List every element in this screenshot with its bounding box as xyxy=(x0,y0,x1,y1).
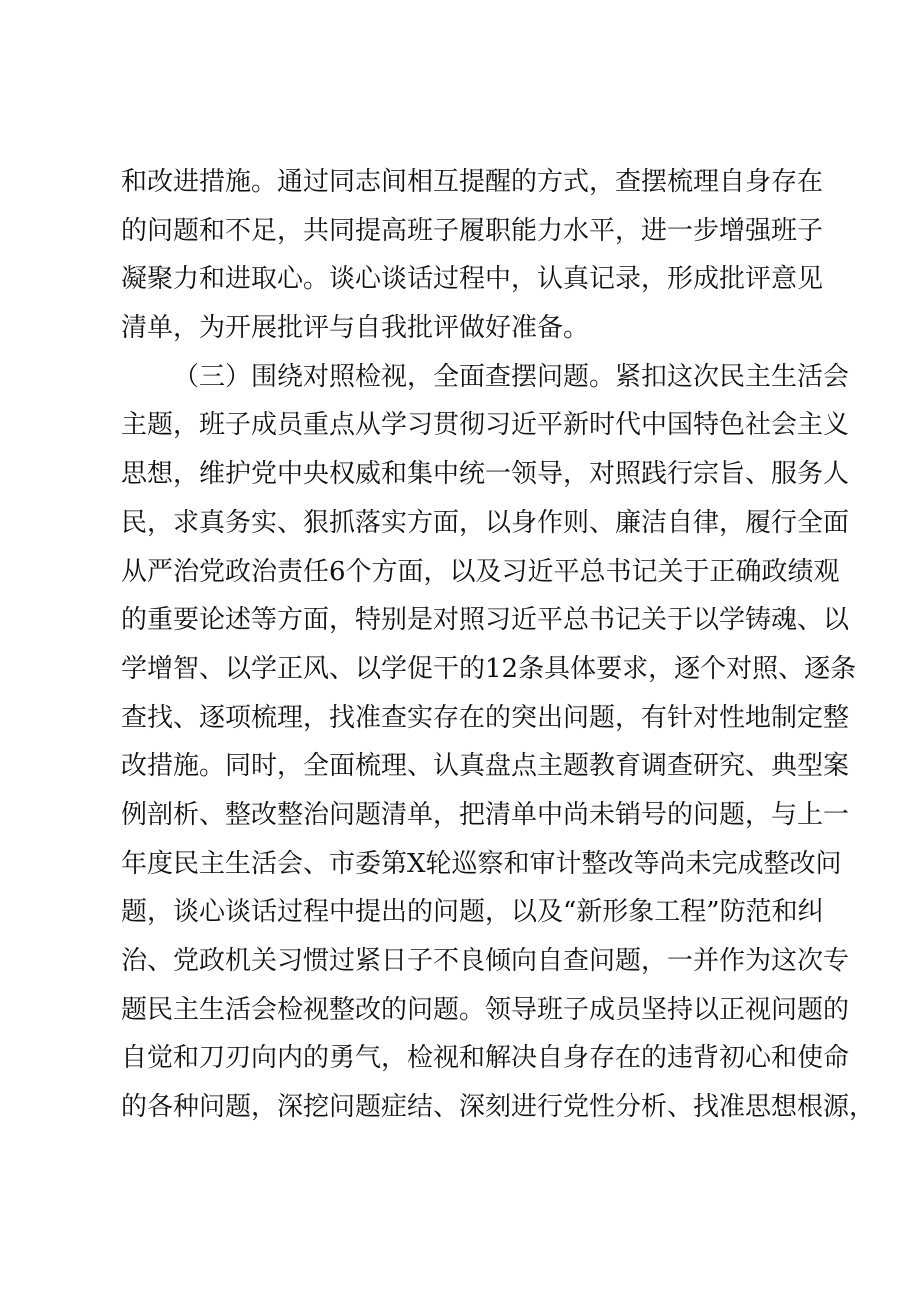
text-line: 查找、逐项梳理，找准查实存在的突出问题，有针对性地制定整 xyxy=(121,702,850,733)
text-line: 和改进措施。通过同志间相互提醒的方式，查摆梳理自身存在 xyxy=(121,167,824,197)
text-line: 的问题和不足，共同提高班子履职能力水平，进一步增强班子 xyxy=(121,215,824,246)
text-line: 学增智、以学正风、以学促干的12条具体要求，逐个对照、逐条 xyxy=(121,653,857,684)
text-line: 民，求真务实、狠抓落实方面，以身作则、廉洁自律，履行全面 xyxy=(121,507,850,538)
text-line: 的重要论述等方面，特别是对照习近平总书记关于以学铸魂、以 xyxy=(121,605,850,636)
text-line: 改措施。同时，全面梳理、认真盘点主题教育调查研究、典型案 xyxy=(121,751,850,782)
text-line: 主题，班子成员重点从学习贯彻习近平新时代中国特色社会主义 xyxy=(121,410,850,441)
text-line: 的各种问题，深挖问题症结、深刻进行党性分析、找准思想根源， xyxy=(121,1092,876,1123)
document-body xyxy=(121,158,876,1132)
text-line: 题，谈心谈话过程中提出的问题，以及“新形象工程”防范和纠 xyxy=(121,897,824,928)
text-line: 例剖析、整改整治问题清单，把清单中尚未销号的问题，与上一 xyxy=(121,799,850,830)
paragraph-section-3 xyxy=(121,353,876,1132)
paragraph-continuation xyxy=(121,158,824,353)
text-line: 年度民主生活会、市委第X轮巡察和审计整改等尚未完成整改问 xyxy=(121,848,842,879)
text-line: 清单，为开展批评与自我批评做好准备。 xyxy=(121,313,590,344)
text-line: 治、党政机关习惯过紧日子不良倾向自查问题，一并作为这次专 xyxy=(121,946,850,976)
text-line: 题民主生活会检视整改的问题。领导班子成员坚持以正视问题的 xyxy=(121,994,850,1025)
text-line: 自觉和刀刃向内的勇气，检视和解决自身存在的违背初心和使命 xyxy=(121,1043,850,1074)
text-line: 从严治党政治责任6个方面，以及习近平总书记关于正确政绩观 xyxy=(121,556,840,587)
text-line: 凝聚力和进取心。谈心谈话过程中，认真记录，形成批评意见 xyxy=(121,264,824,295)
section-heading-line: （三）围绕对照检视，全面查摆问题。紧扣这次民主生活会 xyxy=(173,361,850,392)
text-line: 思想，维护党中央权威和集中统一领导，对照践行宗旨、服务人 xyxy=(121,459,850,490)
